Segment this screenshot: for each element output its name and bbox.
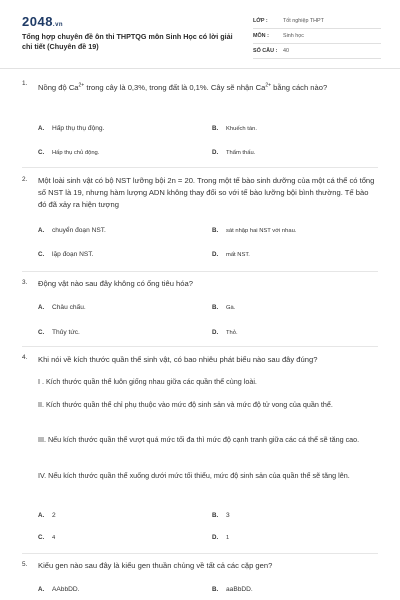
option-label: A. xyxy=(38,304,45,311)
option-b[interactable] xyxy=(212,227,296,234)
option-text: lặp đoạn NST. xyxy=(52,251,94,258)
meta-class xyxy=(253,14,381,29)
meta-value: Sinh học xyxy=(283,33,304,39)
option-text: Thỏ. xyxy=(226,330,238,336)
question-text-part: bằng cách nào? xyxy=(271,83,328,92)
option-text: aaBbDD. xyxy=(226,586,253,593)
option-text: AAbbDD. xyxy=(52,586,80,593)
question-text: Động vật nào sau đây không có ống tiêu hóa? xyxy=(38,279,193,288)
option-label: B. xyxy=(212,125,219,132)
option-text: Thủy tức. xyxy=(52,329,80,336)
option-text: Khuếch tán. xyxy=(226,126,257,132)
option-text: chuyển đoạn NST. xyxy=(52,227,106,234)
option-text: 1 xyxy=(226,535,230,541)
meta-count xyxy=(253,44,381,59)
superscript: 2+ xyxy=(78,82,85,89)
question-text: Một loài sinh vật có bộ NST lưỡng bội 2n = 20. Trong một tế bào sinh dưỡng của một cá thể có tổng số NST là 19, nhưng hàm lượng ADN không thay đổi so với tế bào lưỡng bội bình thường. Tế bào đó đã xảy ra hiện tượng xyxy=(38,176,375,209)
option-text: 4 xyxy=(52,535,56,541)
meta-key: SỐ CÂU : xyxy=(253,48,278,54)
option-text: 2 xyxy=(52,512,56,519)
option-label: A. xyxy=(38,125,45,132)
option-label: A. xyxy=(38,512,45,519)
statement-1: I . Kích thước quần thể luôn giống nhau giữa các quần thể cùng loài. xyxy=(38,377,257,386)
option-text: Thẩm thấu. xyxy=(226,150,256,156)
meta-key: LỚP : xyxy=(253,18,268,24)
question-number: 1. xyxy=(22,80,28,87)
divider xyxy=(22,553,378,554)
option-d[interactable] xyxy=(212,251,250,258)
question-text: Khi nói về kích thước quần thể sinh vật, có bao nhiêu phát biểu nào sau đây đúng? xyxy=(38,355,318,364)
option-text: Hấp thụ thụ động. xyxy=(52,125,105,132)
question-text-part: Nồng độ Ca xyxy=(38,83,79,92)
option-a[interactable] xyxy=(38,586,80,593)
question-text: Kiểu gen nào sau đây là kiểu gen thuần chủng về tất cả các cặp gen? xyxy=(38,561,273,570)
option-label: C. xyxy=(38,149,45,156)
option-label: D. xyxy=(212,149,219,156)
page-header xyxy=(0,0,400,69)
meta-value: Tốt nghiệp THPT xyxy=(283,18,324,24)
site-logo[interactable] xyxy=(22,14,63,29)
meta-value: 40 xyxy=(283,48,289,54)
option-c[interactable] xyxy=(38,329,80,336)
option-text: Hấp thụ chủ động. xyxy=(52,150,100,156)
option-label: C. xyxy=(38,534,45,541)
question-number: 5. xyxy=(22,561,28,568)
option-c[interactable] xyxy=(38,251,93,258)
option-label: D. xyxy=(212,251,219,258)
option-b[interactable] xyxy=(212,125,257,132)
page-title: Tổng hợp chuyên đề ôn thi THPTQG môn Sinh Học có lời giải chi tiết (Chuyên đề 19) xyxy=(22,32,233,51)
option-c[interactable] xyxy=(38,534,55,541)
divider xyxy=(22,167,378,168)
question-number: 2. xyxy=(22,176,28,183)
option-a[interactable] xyxy=(38,227,106,234)
option-label: D. xyxy=(212,534,219,541)
option-label: B. xyxy=(212,227,219,234)
option-label: A. xyxy=(38,227,45,234)
option-text: Châu chấu. xyxy=(52,304,86,311)
option-c[interactable] xyxy=(38,149,99,156)
statement-2: II. Kích thước quần thể chỉ phụ thuộc vào mức độ sinh sản và mức độ tử vong của quần thể. xyxy=(38,400,333,409)
question-text-part: trong cây là 0,3%, trong đất là 0,1%. Cây sẽ nhận Ca xyxy=(84,83,266,92)
option-label: C. xyxy=(38,251,45,258)
option-label: A. xyxy=(38,586,45,593)
divider xyxy=(22,346,378,347)
divider xyxy=(22,271,378,272)
option-label: D. xyxy=(212,329,219,336)
option-a[interactable] xyxy=(38,304,86,311)
statement-3: III. Nếu kích thước quần thể vượt quá mức tối đa thì mức độ cạnh tranh giữa các cá thể sẽ tăng cao. xyxy=(38,435,360,444)
option-a[interactable] xyxy=(38,512,56,519)
question-number: 3. xyxy=(22,279,28,286)
option-text: sát nhập hai NST với nhau. xyxy=(226,228,297,234)
option-b[interactable] xyxy=(212,512,230,519)
logo-main: 2048 xyxy=(22,14,53,29)
option-label: B. xyxy=(212,512,219,519)
question-text xyxy=(38,82,378,94)
option-text: Gà. xyxy=(226,305,236,311)
option-d[interactable] xyxy=(212,534,229,541)
superscript: 2+ xyxy=(265,82,272,89)
option-text: 3 xyxy=(226,512,230,519)
question-number: 4. xyxy=(22,354,28,361)
meta-subject xyxy=(253,29,381,44)
option-d[interactable] xyxy=(212,149,255,156)
option-text: mất NST. xyxy=(226,252,250,258)
meta-key: MÔN : xyxy=(253,33,269,39)
option-b[interactable] xyxy=(212,304,235,311)
option-label: B. xyxy=(212,586,219,593)
logo-suffix: .vn xyxy=(52,22,64,28)
option-a[interactable] xyxy=(38,125,104,132)
option-label: C. xyxy=(38,329,45,336)
statement-4: IV. Nếu kích thước quần thể xuống dưới mức tối thiểu, mức độ sinh sản của quần thể sẽ tăng lên. xyxy=(38,471,350,480)
option-d[interactable] xyxy=(212,329,238,336)
option-b[interactable] xyxy=(212,586,253,593)
exam-meta xyxy=(253,14,381,59)
option-label: B. xyxy=(212,304,219,311)
